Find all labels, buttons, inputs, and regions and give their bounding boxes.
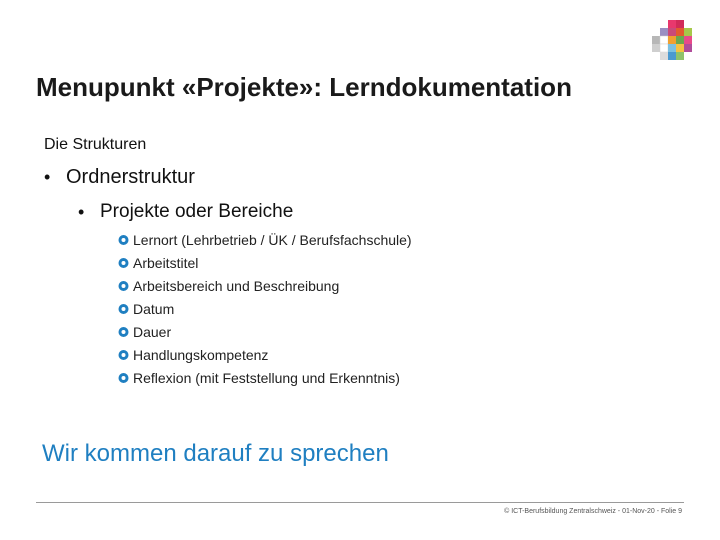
list-item	[116, 343, 412, 366]
bullet-dot-icon: •	[44, 167, 51, 187]
bullet-level1	[44, 166, 195, 189]
list-item-text: Arbeitstitel	[133, 254, 199, 271]
list-item-text: Datum	[133, 300, 175, 317]
list-item	[116, 274, 412, 297]
bullet-level2-text: Projekte oder Bereiche	[100, 201, 294, 222]
list-item	[116, 228, 412, 251]
gear-bullet-icon	[116, 279, 133, 293]
section-subtitle: Die Strukturen	[44, 136, 147, 153]
gear-bullet-icon	[116, 348, 133, 362]
gear-bullet-icon	[116, 371, 133, 385]
list-item	[116, 320, 412, 343]
highlight-statement: Wir kommen darauf zu sprechen	[42, 440, 389, 467]
gear-bullet-icon	[116, 233, 133, 247]
bullet-level3-list	[116, 228, 412, 389]
bullet-level2	[78, 201, 293, 223]
list-item-text: Dauer	[133, 323, 172, 340]
list-item-text: Lernort (Lehrbetrieb / ÜK / Berufsfachschule)	[133, 231, 412, 248]
gear-bullet-icon	[116, 302, 133, 316]
list-item	[116, 366, 412, 389]
list-item	[116, 251, 412, 274]
list-item-text: Handlungskompetenz	[133, 346, 269, 363]
gear-bullet-icon	[116, 325, 133, 339]
list-item	[116, 297, 412, 320]
colored-squares-logo-icon	[646, 18, 692, 64]
list-item-text: Reflexion (mit Feststellung und Erkenntnis)	[133, 369, 400, 386]
bullet-level1-text: Ordnerstruktur	[66, 166, 195, 188]
slide-title: Menupunkt «Projekte»: Lerndokumentation	[36, 72, 572, 102]
gear-bullet-icon	[116, 256, 133, 270]
list-item-text: Arbeitsbereich und Beschreibung	[133, 277, 340, 294]
footer-divider	[36, 502, 684, 503]
footer-text: © ICT-Berufsbildung Zentralschweiz - 01-Nov-20 - Folie 9	[504, 508, 682, 515]
bullet-dot-icon: •	[78, 201, 85, 222]
